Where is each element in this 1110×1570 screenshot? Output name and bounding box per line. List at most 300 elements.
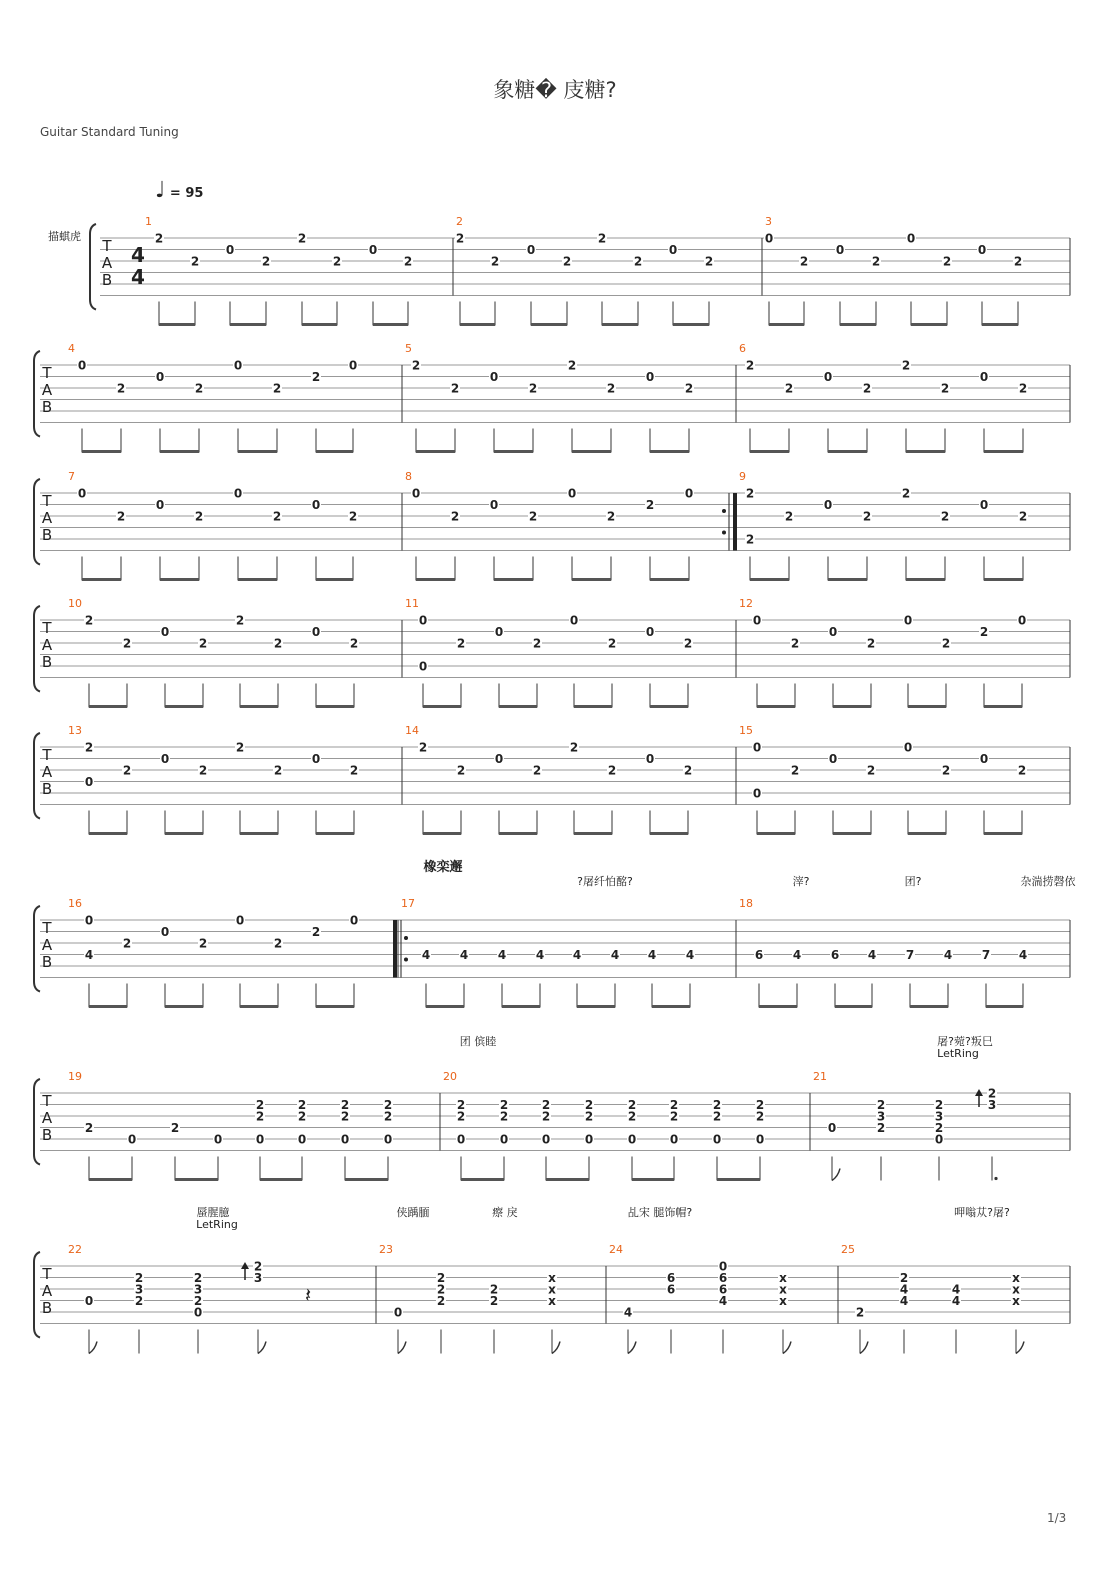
lyric-annotation: 蜃腥臆	[196, 1206, 230, 1219]
fret-number: 0	[311, 498, 321, 512]
fret-number: x	[1012, 1282, 1020, 1297]
note-flag	[783, 1342, 791, 1354]
fret-number: 0	[411, 486, 421, 501]
note-flag	[628, 1342, 636, 1354]
fret-number: 0	[127, 1132, 137, 1147]
lyric-annotation: ?屠纤怕酩?	[577, 875, 633, 888]
time-signature-top: 4	[131, 243, 145, 267]
fret-number: 2	[901, 358, 911, 373]
fret-number: 2	[541, 1109, 551, 1124]
measure-number: 22	[68, 1243, 82, 1256]
fret-number: 0	[340, 1132, 350, 1147]
fret-number: 0	[835, 243, 845, 257]
fret-number: 0	[255, 1132, 265, 1147]
fret-number: 4	[535, 948, 545, 962]
fret-number: 0	[155, 370, 165, 384]
fret-number: 2	[450, 509, 460, 524]
system-bracket	[34, 606, 40, 692]
measure-number: 7	[68, 470, 75, 483]
fret-number: 2	[198, 936, 208, 951]
fret-number: 0	[977, 243, 987, 257]
page-number: 1/3	[1047, 1511, 1067, 1525]
fret-number: 6	[830, 948, 840, 962]
fret-number: 0	[755, 1132, 765, 1147]
time-signature-bottom: 4	[131, 265, 145, 289]
fret-number: 2	[597, 231, 607, 246]
fret-number: 2	[1013, 254, 1023, 269]
fret-number: 0	[84, 775, 94, 789]
tab-clef-letter: A	[41, 936, 53, 954]
fret-number: x	[1012, 1294, 1020, 1308]
fret-number: 0	[823, 498, 833, 512]
tab-clef-letter: T	[42, 619, 52, 637]
fret-number: 2	[669, 1109, 679, 1124]
measure-number: 12	[739, 597, 753, 610]
fret-number: 2	[489, 1294, 499, 1308]
fret-number: 4	[572, 948, 582, 962]
fret-number: 3	[876, 1109, 886, 1124]
lyric-annotation: 橡栾邂	[423, 860, 463, 875]
fret-number: 7	[981, 948, 991, 962]
fret-number: 2	[273, 636, 283, 651]
fret-number: 2	[745, 358, 755, 373]
fret-number: 4	[867, 948, 877, 962]
fret-number: 2	[194, 509, 204, 524]
fret-number: 2	[170, 1121, 180, 1135]
measure-number: 21	[813, 1070, 827, 1083]
fret-number: 2	[490, 254, 500, 269]
quarter-rest-icon: 𝄽	[304, 1283, 312, 1307]
note-flag	[552, 1342, 560, 1354]
fret-number: 0	[645, 370, 655, 384]
lyric-annotation: 滓?	[792, 875, 810, 888]
fret-number: 3	[934, 1109, 944, 1124]
fret-number: 4	[685, 948, 695, 962]
fret-number: 2	[456, 1109, 466, 1124]
fret-number: 6	[754, 948, 764, 962]
fret-number: 2	[934, 1098, 944, 1112]
measure-number: 23	[379, 1243, 393, 1256]
fret-number: 0	[541, 1132, 551, 1147]
fret-number: 0	[499, 1132, 509, 1147]
fret-number: 0	[193, 1305, 203, 1320]
fret-number: 4	[623, 1305, 633, 1320]
measure-number: 10	[68, 597, 82, 610]
tab-clef-letter: A	[41, 763, 53, 781]
fret-number: 2	[607, 763, 617, 778]
fret-number: 0	[934, 1132, 944, 1147]
fret-number: 2	[272, 381, 282, 396]
fret-number: 2	[84, 613, 94, 628]
fret-number: x	[779, 1282, 787, 1297]
fret-number: 0	[526, 243, 536, 257]
fret-number: 2	[704, 254, 714, 269]
fret-number: 2	[403, 254, 413, 269]
fret-number: 2	[455, 231, 465, 246]
fret-number: 2	[198, 636, 208, 651]
fret-number: 0	[569, 613, 579, 628]
measure-number: 14	[405, 724, 419, 737]
tab-system	[90, 224, 1070, 326]
fret-number: 0	[84, 1294, 94, 1308]
tab-system	[34, 479, 1070, 581]
fret-number: 2	[297, 1109, 307, 1124]
tab-clef-letter: A	[41, 509, 53, 527]
fret-number: 2	[261, 254, 271, 269]
fret-number: 0	[828, 625, 838, 639]
fret-number: 2	[532, 636, 542, 651]
fret-number: 2	[311, 925, 321, 939]
measure-number: 1	[145, 215, 152, 228]
fret-number: 4	[899, 1294, 909, 1308]
fret-number: 2	[606, 381, 616, 396]
fret-number: 4	[647, 948, 657, 962]
tuning-label: Guitar Standard Tuning	[40, 125, 179, 139]
fret-number: 2	[745, 486, 755, 501]
note-flag	[832, 1169, 840, 1181]
fret-number: 2	[436, 1271, 446, 1285]
fret-number: 7	[905, 948, 915, 962]
fret-number: 3	[987, 1098, 997, 1112]
lyric-annotation: LetRing	[196, 1218, 238, 1231]
fret-number: 2	[340, 1109, 350, 1124]
fret-number: 2	[862, 381, 872, 396]
fret-number: 0	[494, 752, 504, 766]
fret-number: 0	[489, 498, 499, 512]
fret-number: 2	[567, 358, 577, 373]
tempo-value: = 95	[169, 186, 204, 201]
fret-number: x	[548, 1271, 556, 1285]
fret-number: 2	[499, 1098, 509, 1112]
tab-clef-letter: A	[41, 1282, 53, 1300]
fret-number: 2	[235, 613, 245, 628]
fret-number: 0	[979, 370, 989, 384]
fret-number: 2	[784, 509, 794, 524]
tab-clef-letter: T	[42, 746, 52, 764]
fret-number: 0	[456, 1132, 466, 1147]
fret-number: 2	[154, 231, 164, 246]
lyric-annotation: LetRing	[937, 1047, 979, 1060]
measure-number: 19	[68, 1070, 82, 1083]
lyric-annotation: 呷嗡苁?屠?	[954, 1206, 1010, 1219]
fret-number: 0	[393, 1305, 403, 1320]
tab-clef-letter: B	[41, 526, 53, 544]
lyric-annotation: 侠踽腼	[396, 1206, 430, 1219]
fret-number: 2	[712, 1109, 722, 1124]
measure-number: 4	[68, 342, 75, 355]
note-flag	[398, 1342, 406, 1354]
tab-clef-letter: A	[41, 1109, 53, 1127]
tab-clef-letter: B	[41, 1126, 53, 1144]
fret-number: 0	[979, 498, 989, 512]
repeat-dot	[722, 531, 726, 535]
fret-number: 0	[418, 659, 428, 674]
measure-number: 25	[841, 1243, 855, 1256]
track-name: 描蜞虎	[48, 230, 81, 243]
tab-clef-letter: B	[41, 1299, 53, 1317]
fret-number: 0	[567, 486, 577, 501]
system-bracket	[34, 906, 40, 992]
fret-number: 2	[871, 254, 881, 269]
fret-number: 0	[233, 486, 243, 501]
fret-number: 2	[122, 636, 132, 651]
fret-number: 0	[418, 613, 428, 628]
fret-number: 2	[899, 1271, 909, 1285]
fret-number: 2	[340, 1098, 350, 1112]
fret-number: 2	[1018, 509, 1028, 524]
fret-number: 2	[941, 636, 951, 651]
fret-number: 4	[718, 1294, 728, 1308]
fret-number: 0	[903, 613, 913, 628]
tab-clef-letter: T	[42, 492, 52, 510]
fret-number: 2	[194, 381, 204, 396]
fret-number: 2	[134, 1294, 144, 1308]
fret-number: 4	[943, 948, 953, 962]
fret-number: 0	[155, 498, 165, 512]
fret-number: 2	[418, 740, 428, 755]
fret-number: 6	[666, 1271, 676, 1285]
fret-number: 2	[383, 1109, 393, 1124]
fret-number: 2	[456, 636, 466, 651]
fret-number: 2	[979, 625, 989, 639]
fret-number: 2	[942, 254, 952, 269]
fret-number: 2	[273, 936, 283, 951]
fret-number: 2	[297, 231, 307, 246]
fret-number: x	[548, 1282, 556, 1297]
fret-number: 2	[332, 254, 342, 269]
fret-number: 2	[84, 740, 94, 755]
measure-number: 9	[739, 470, 746, 483]
lyric-annotation: 瘵 戾	[492, 1206, 518, 1219]
fret-number: 0	[827, 1121, 837, 1135]
fret-number: 0	[383, 1132, 393, 1147]
fret-number: 0	[77, 486, 87, 501]
score-title: 象糖� 庋糖?	[493, 78, 617, 102]
fret-number: 2	[790, 636, 800, 651]
fret-number: 2	[122, 936, 132, 951]
fret-number: x	[779, 1294, 787, 1308]
fret-number: 0	[311, 752, 321, 766]
fret-number: 0	[494, 625, 504, 639]
fret-number: 2	[456, 1098, 466, 1112]
lyric-annotation: 杂湍捞磬依	[1020, 875, 1076, 888]
fret-number: 0	[645, 752, 655, 766]
note-flag	[89, 1342, 97, 1354]
fret-number: 2	[645, 498, 655, 512]
fret-number: 2	[855, 1305, 865, 1320]
fret-number: 2	[253, 1259, 263, 1274]
system-bracket	[34, 733, 40, 819]
fret-number: 0	[1017, 613, 1027, 628]
fret-number: 2	[569, 740, 579, 755]
fret-number: 2	[193, 1294, 203, 1308]
measure-number: 13	[68, 724, 82, 737]
system-bracket	[34, 351, 40, 437]
fret-number: 2	[941, 763, 951, 778]
tab-system	[34, 606, 1070, 708]
fret-number: 2	[122, 763, 132, 778]
fret-number: 0	[752, 613, 762, 628]
fret-number: 0	[84, 913, 94, 928]
note-flag	[860, 1342, 868, 1354]
fret-number: 2	[272, 509, 282, 524]
fret-number: x	[548, 1294, 556, 1308]
measure-number: 17	[401, 897, 415, 910]
fret-number: 2	[255, 1098, 265, 1112]
fret-number: 0	[311, 625, 321, 639]
tab-clef-letter: A	[41, 636, 53, 654]
fret-number: 2	[784, 381, 794, 396]
fret-number: 4	[459, 948, 469, 962]
fret-number: 3	[134, 1282, 144, 1297]
system-bracket	[34, 1252, 40, 1338]
fret-number: 0	[349, 913, 359, 928]
tab-clef-letter: B	[41, 780, 53, 798]
quarter-note-icon: ♩	[155, 178, 166, 203]
fret-number: 0	[752, 740, 762, 755]
fret-number: 2	[116, 381, 126, 396]
fret-number: 0	[823, 370, 833, 384]
fret-number: 2	[862, 509, 872, 524]
system-bracket	[34, 479, 40, 565]
fret-number: 2	[541, 1098, 551, 1112]
fret-number: 3	[193, 1282, 203, 1297]
fret-number: 2	[450, 381, 460, 396]
fret-number: 2	[456, 763, 466, 778]
measure-number: 15	[739, 724, 753, 737]
fret-number: 0	[235, 913, 245, 928]
fret-number: 2	[669, 1098, 679, 1112]
note-flag	[258, 1342, 266, 1354]
fret-number: 0	[213, 1132, 223, 1147]
fret-number: 6	[718, 1282, 728, 1297]
fret-number: 2	[633, 254, 643, 269]
tab-clef-letter: A	[41, 381, 53, 399]
fret-number: 2	[348, 509, 358, 524]
fret-number: 0	[225, 243, 235, 257]
fret-number: 2	[584, 1109, 594, 1124]
fret-number: 2	[876, 1121, 886, 1135]
fret-number: 2	[876, 1098, 886, 1112]
fret-number: 0	[368, 243, 378, 257]
fret-number: 0	[712, 1132, 722, 1147]
fret-number: 0	[160, 925, 170, 939]
fret-number: 2	[799, 254, 809, 269]
fret-number: 2	[297, 1098, 307, 1112]
fret-number: 2	[436, 1282, 446, 1297]
fret-number: 2	[627, 1109, 637, 1124]
fret-number: 2	[940, 381, 950, 396]
fret-number: 2	[940, 509, 950, 524]
fret-number: 0	[627, 1132, 637, 1147]
measure-number: 11	[405, 597, 419, 610]
measure-number: 24	[609, 1243, 623, 1256]
fret-number: 0	[584, 1132, 594, 1147]
fret-number: 2	[255, 1109, 265, 1124]
fret-number: 2	[273, 763, 283, 778]
lyric-annotation: 团 傧睦	[459, 1035, 497, 1048]
dot	[994, 1177, 997, 1180]
measure-number: 18	[739, 897, 753, 910]
lyric-annotation: 团?	[904, 875, 922, 888]
fret-number: 0	[489, 370, 499, 384]
fret-number: 2	[528, 509, 538, 524]
tab-system	[34, 733, 1070, 835]
fret-number: 2	[987, 1086, 997, 1101]
fret-number: 2	[745, 532, 755, 547]
fret-number: 0	[684, 486, 694, 501]
fret-number: 4	[899, 1282, 909, 1297]
system-bracket	[34, 1079, 40, 1165]
tab-clef-letter: B	[41, 953, 53, 971]
fret-number: 2	[311, 370, 321, 384]
fret-number: 2	[528, 381, 538, 396]
fret-number: 4	[497, 948, 507, 962]
fret-number: 2	[866, 636, 876, 651]
fret-number: 0	[348, 358, 358, 373]
measure-number: 6	[739, 342, 746, 355]
fret-number: 2	[584, 1098, 594, 1112]
fret-number: 3	[253, 1271, 263, 1285]
tab-clef-letter: T	[102, 237, 112, 255]
fret-number: 2	[193, 1271, 203, 1285]
fret-number: 2	[489, 1282, 499, 1297]
fret-number: 2	[84, 1121, 94, 1135]
fret-number: 0	[979, 752, 989, 766]
fret-number: 2	[562, 254, 572, 269]
measure-number: 5	[405, 342, 412, 355]
fret-number: x	[779, 1271, 787, 1285]
lyric-annotation: 乩宋 腿饰帽?	[627, 1206, 693, 1219]
fret-number: 2	[235, 740, 245, 755]
fret-number: 2	[790, 763, 800, 778]
fret-number: 2	[712, 1098, 722, 1112]
fret-number: 0	[160, 752, 170, 766]
fret-number: 2	[755, 1098, 765, 1112]
fret-number: 2	[436, 1294, 446, 1308]
lyric-annotation: 屠?菀?叛巳	[937, 1035, 993, 1048]
fret-number: 2	[411, 358, 421, 373]
fret-number: 2	[866, 763, 876, 778]
fret-number: 2	[349, 763, 359, 778]
measure-number: 16	[68, 897, 82, 910]
fret-number: 0	[752, 786, 762, 801]
fret-number: 0	[668, 243, 678, 257]
fret-number: 6	[718, 1271, 728, 1285]
fret-number: 4	[792, 948, 802, 962]
fret-number: 2	[901, 486, 911, 501]
system-bracket	[90, 224, 96, 310]
fret-number: 2	[1018, 381, 1028, 396]
fret-number: 2	[607, 636, 617, 651]
fret-number: 2	[606, 509, 616, 524]
fret-number: 2	[349, 636, 359, 651]
fret-number: 2	[134, 1271, 144, 1285]
fret-number: 2	[684, 381, 694, 396]
tab-clef-letter: B	[41, 653, 53, 671]
tab-system	[34, 351, 1070, 453]
fret-number: 0	[233, 358, 243, 373]
fret-number: 2	[683, 636, 693, 651]
fret-number: 0	[764, 231, 774, 246]
fret-number: 2	[190, 254, 200, 269]
fret-number: 2	[683, 763, 693, 778]
tab-clef-letter: B	[101, 271, 113, 289]
tab-clef-letter: B	[41, 398, 53, 416]
fret-number: 0	[828, 752, 838, 766]
fret-number: 6	[666, 1282, 676, 1297]
fret-number: 2	[755, 1109, 765, 1124]
